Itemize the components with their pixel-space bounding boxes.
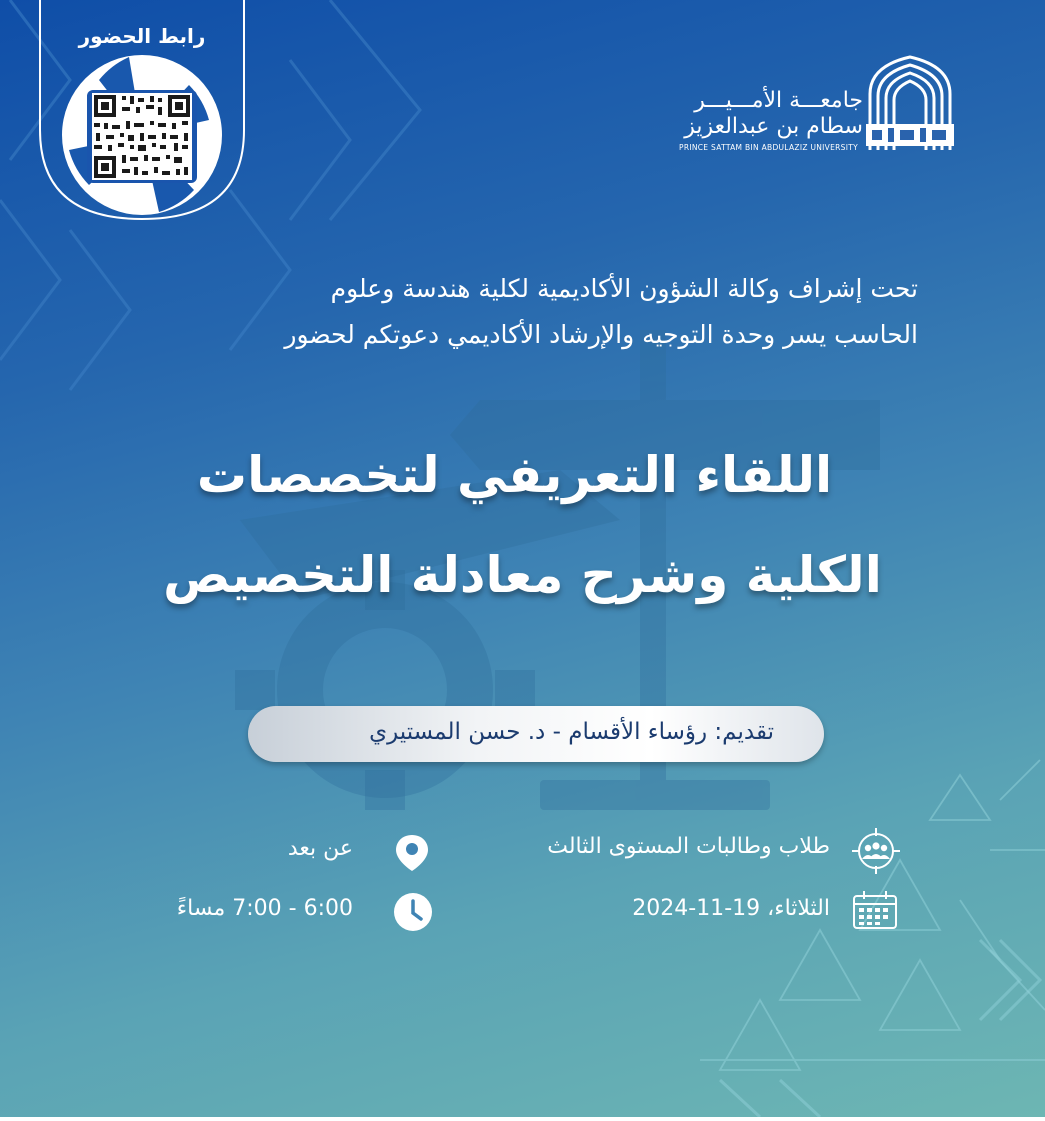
location-pin-icon: [394, 833, 430, 873]
university-name-english: PRINCE SATTAM BIN ABDULAZIZ UNIVERSITY: [679, 143, 858, 152]
calendar-icon: [852, 890, 898, 930]
intro-line-2: الحاسب يسر وحدة التوجيه والإرشاد الأكاديمي دعوتكم لحضور: [284, 320, 918, 349]
qr-caption: رابط الحضور: [78, 24, 206, 48]
date-text: الثلاثاء، 19-11-2024: [632, 896, 830, 921]
audience-target-icon: [850, 826, 902, 876]
university-logo-mark: [866, 54, 954, 154]
presenter-text: تقديم: رؤساء الأقسام - د. حسن المستيري: [369, 719, 774, 745]
university-name-line-1: جامعـــة الأمـــيـــر: [694, 88, 863, 113]
event-title-line-2: الكلية وشرح معادلة التخصيص: [163, 546, 882, 604]
university-name-line-2: سطام بن عبدالعزيز: [684, 114, 863, 139]
event-title-line-1: اللقاء التعريفي لتخصصات: [196, 446, 833, 504]
presenter-pill: [248, 706, 824, 762]
location-text: عن بعد: [287, 836, 353, 861]
audience-text: طلاب وطالبات المستوى الثالث: [547, 834, 830, 859]
qr-code[interactable]: [92, 93, 192, 180]
time-text: 6:00 - 7:00 مساءً: [176, 896, 353, 921]
clock-icon: [392, 891, 434, 933]
intro-line-1: تحت إشراف وكالة الشؤون الأكاديمية لكلية هندسة وعلوم: [330, 274, 918, 303]
